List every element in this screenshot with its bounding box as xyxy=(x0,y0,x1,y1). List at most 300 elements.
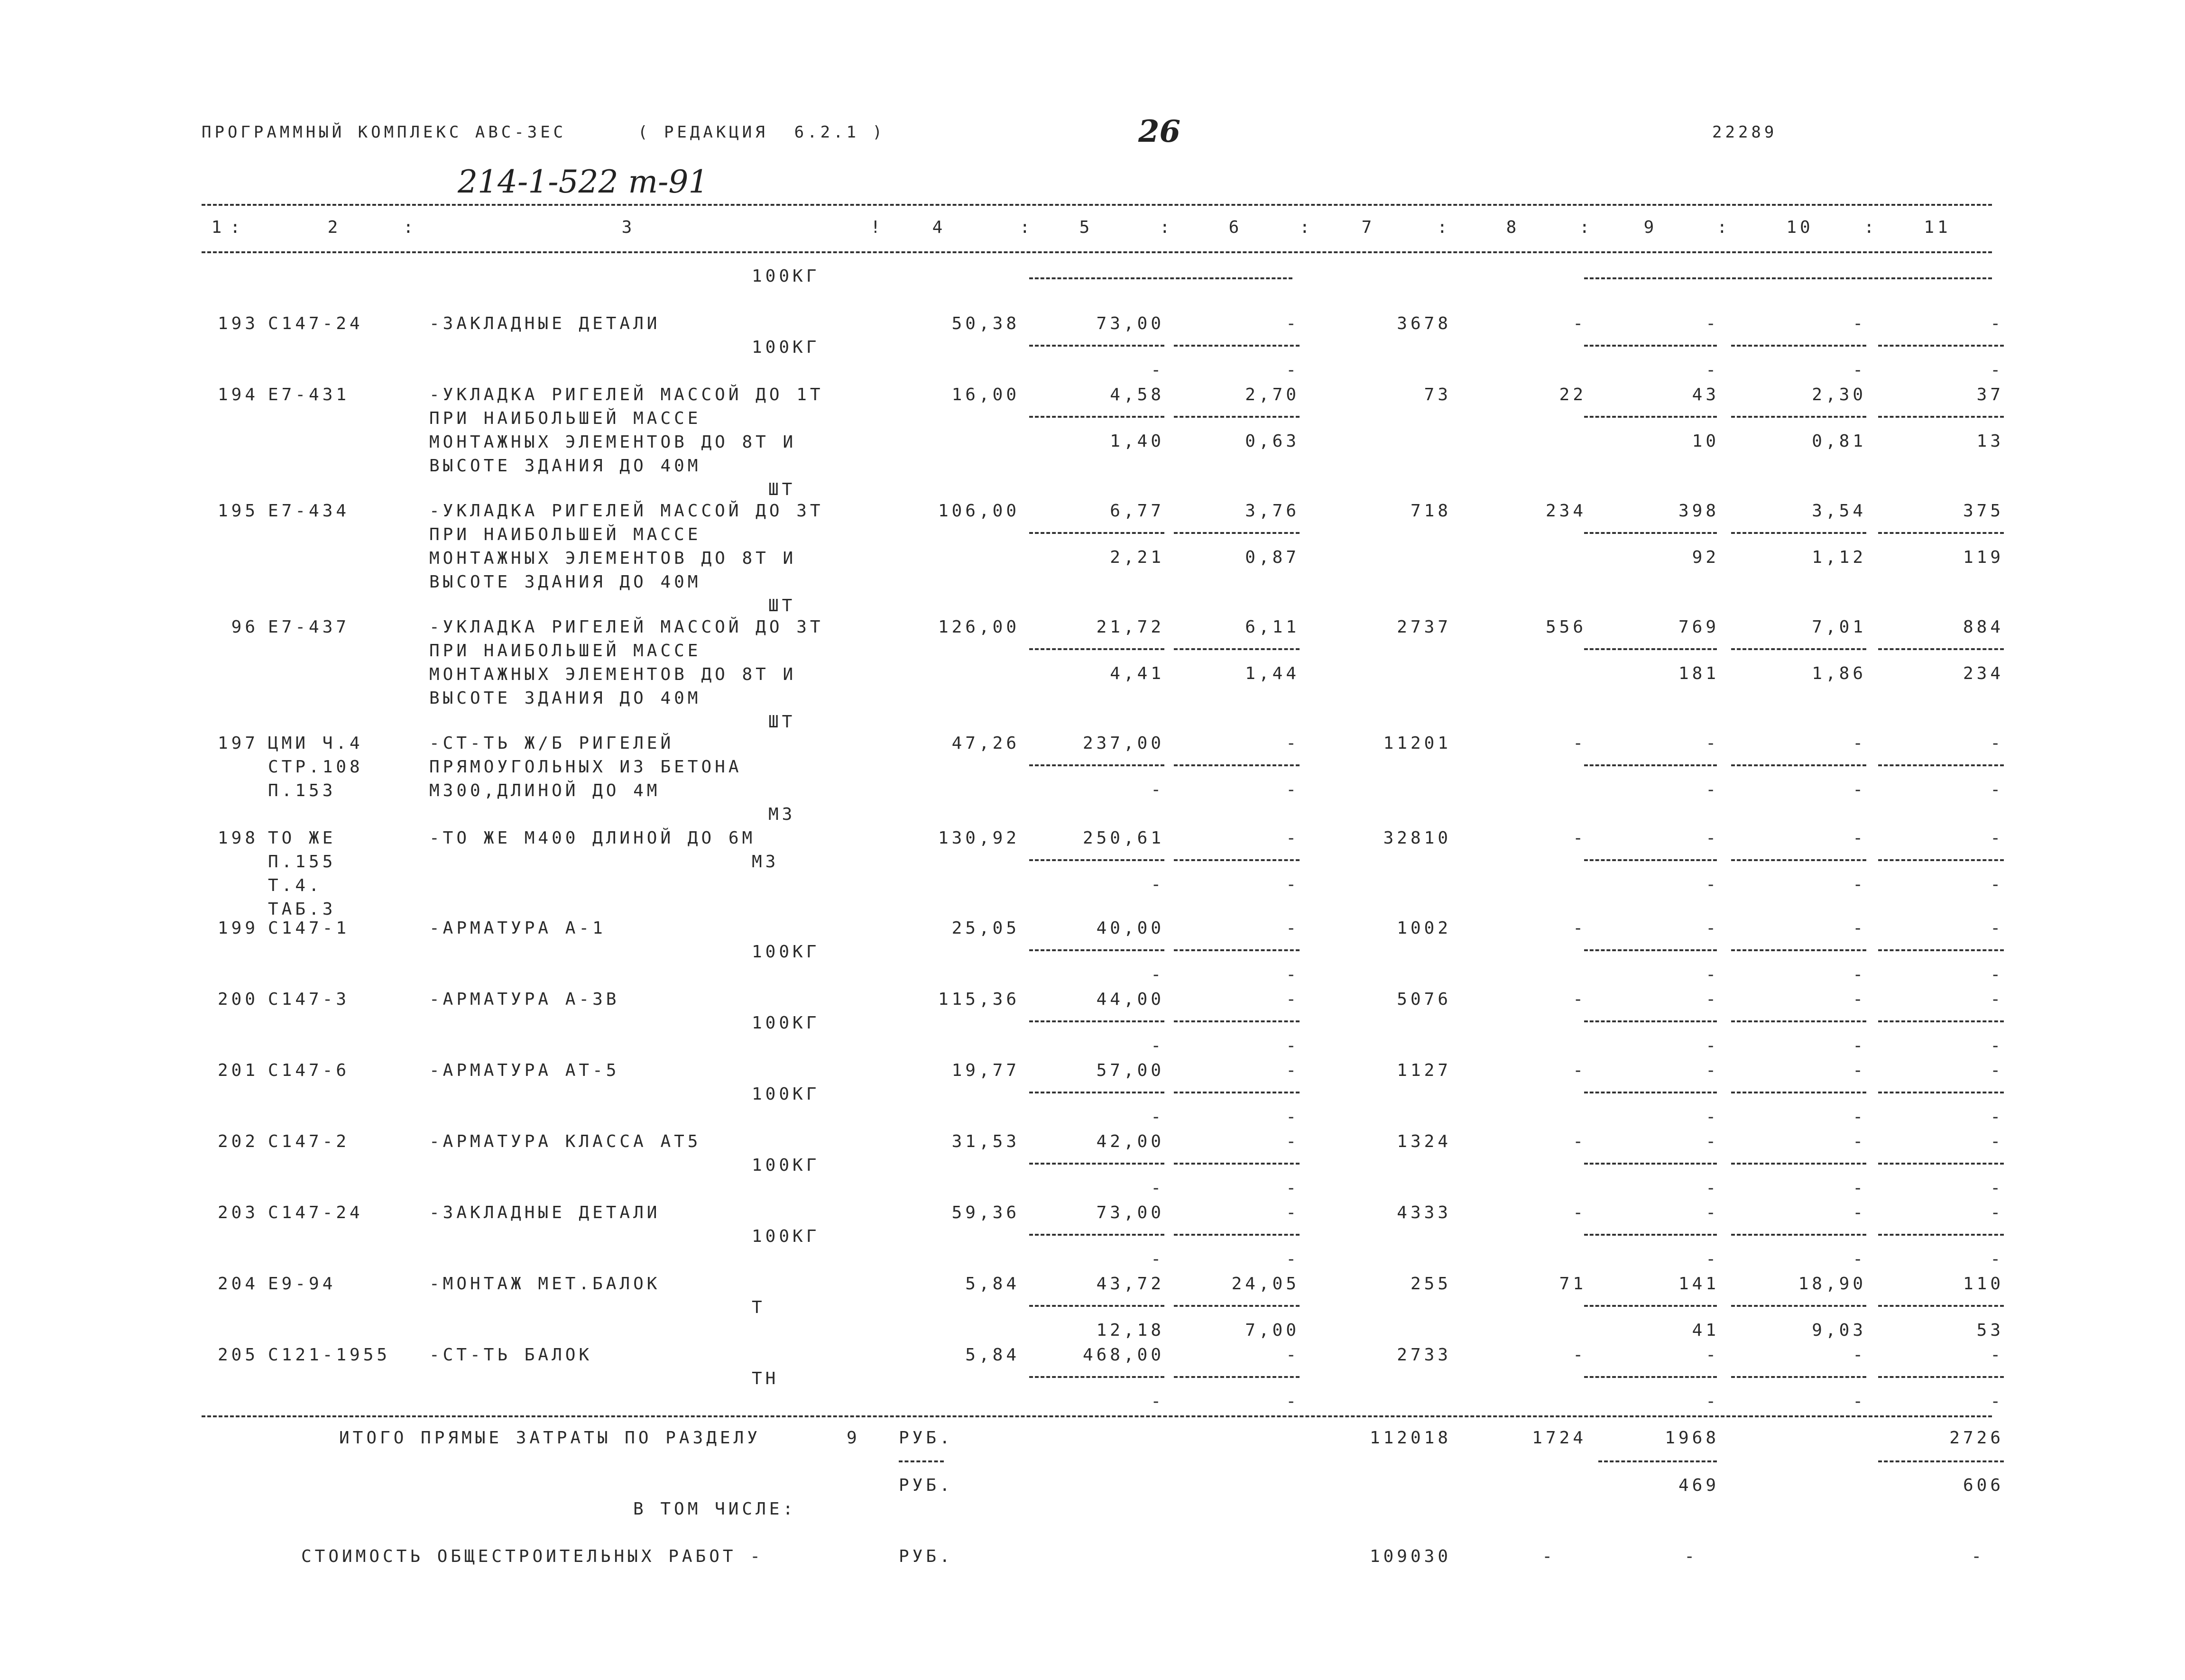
row-description: ПРИ НАИБОЛЬШЕЙ МАССЕ xyxy=(429,525,701,544)
row-c5: 4,58 xyxy=(1110,385,1164,404)
row-code: С121-1955 xyxy=(268,1345,391,1365)
row-c5: 21,72 xyxy=(1096,617,1164,637)
row-separator xyxy=(1878,345,2004,347)
row-c5: 468,00 xyxy=(1082,1345,1164,1365)
row-qty: 25,05 xyxy=(951,918,1020,938)
row-separator xyxy=(1878,532,2004,534)
row-c9: 769 xyxy=(1678,617,1719,637)
row-c11b: - xyxy=(1990,1392,2004,1411)
row-c5b: 1,40 xyxy=(1110,431,1164,451)
row-separator xyxy=(1878,1234,2004,1236)
row-description: -МОНТАЖ МЕТ.БАЛОК xyxy=(429,1274,661,1294)
doc-code: 22289 xyxy=(1712,123,1778,142)
row-separator xyxy=(1029,648,1164,650)
nonbuild-unit: РУБ. xyxy=(899,1547,953,1566)
row-separator xyxy=(1029,949,1164,951)
row-description: -ТО ЖЕ М400 ДЛИНОЙ ДО 6М xyxy=(429,828,756,848)
row-c7: 73 xyxy=(1424,385,1451,404)
row-c7: 2737 xyxy=(1397,617,1451,637)
col-header: 5 xyxy=(1079,218,1093,237)
row-c9b: 181 xyxy=(1678,664,1719,683)
nonbuild-col8: - xyxy=(1542,1547,1556,1566)
row-c5b: - xyxy=(1151,780,1164,799)
row-c10b: - xyxy=(1853,1249,1866,1269)
row-c11b: 234 xyxy=(1963,664,2004,683)
row-number: 193 xyxy=(217,314,258,333)
row-code-ref: П.155 xyxy=(268,852,336,872)
row-number: 200 xyxy=(217,990,258,1009)
row-c11: - xyxy=(1990,918,2004,938)
row-c5: 40,00 xyxy=(1096,918,1164,938)
row-c9: 398 xyxy=(1678,501,1719,521)
row-c11b: - xyxy=(1990,1107,2004,1127)
row-c9: - xyxy=(1706,734,1719,753)
row-c11: - xyxy=(1990,1132,2004,1151)
row-separator xyxy=(1731,949,1866,951)
row-separator xyxy=(1731,1163,1866,1165)
row-qty: 31,53 xyxy=(951,1132,1020,1151)
row-c10b: 9,03 xyxy=(1812,1321,1866,1340)
row-description: МОНТАЖНЫХ ЭЛЕМЕНТОВ ДО 8Т И xyxy=(429,665,797,684)
row-description: ПРИ НАИБОЛЬШЕЙ МАССЕ xyxy=(429,641,701,661)
row-c11: 37 xyxy=(1976,385,2004,404)
col-header: 9 xyxy=(1643,218,1658,237)
row-description: -УКЛАДКА РИГЕЛЕЙ МАССОЙ ДО 1Т xyxy=(429,385,824,404)
row-c6b: - xyxy=(1286,1249,1300,1269)
row-c10: 18,90 xyxy=(1798,1274,1866,1294)
col-header: 7 xyxy=(1361,218,1375,237)
row-c11: - xyxy=(1990,734,2004,753)
rule-header-bottom xyxy=(202,251,1992,253)
row-c11b: - xyxy=(1990,1036,2004,1056)
row-qty: 115,36 xyxy=(938,990,1020,1009)
row-separator xyxy=(1174,345,1300,347)
row-c9: 141 xyxy=(1678,1274,1719,1294)
row-description: ВЫСОТЕ ЗДАНИЯ ДО 40М xyxy=(429,456,701,476)
row-c11b: 53 xyxy=(1976,1321,2004,1340)
totals-unit-2: РУБ. xyxy=(899,1476,953,1495)
project-code: 214-1-522 m-91 xyxy=(458,164,709,200)
row-c5b: 4,41 xyxy=(1110,664,1164,683)
row-unit: М3 xyxy=(768,805,796,824)
row-separator xyxy=(1878,1376,2004,1378)
row-qty: 47,26 xyxy=(951,734,1020,753)
row-c11b: - xyxy=(1990,780,2004,799)
row-separator xyxy=(1584,1376,1717,1378)
row-number: 198 xyxy=(217,828,258,848)
row-c9b: - xyxy=(1706,780,1719,799)
row-c10: 7,01 xyxy=(1812,617,1866,637)
row-c9: - xyxy=(1706,314,1719,333)
row-c10b: - xyxy=(1853,875,1866,894)
row-separator xyxy=(1174,648,1300,650)
row-c11b: - xyxy=(1990,965,2004,984)
row-separator xyxy=(1584,859,1717,861)
row-c10: - xyxy=(1853,918,1866,938)
row-c10b: - xyxy=(1853,360,1866,380)
row-c10b: - xyxy=(1853,1036,1866,1056)
row-separator xyxy=(1584,532,1717,534)
row-c6b: 7,00 xyxy=(1245,1321,1300,1340)
totals-col11-labor: 606 xyxy=(1963,1476,2004,1495)
row-c5: 73,00 xyxy=(1096,314,1164,333)
row-c9b: - xyxy=(1706,875,1719,894)
row-c5b: 12,18 xyxy=(1096,1321,1164,1340)
row-separator xyxy=(1731,345,1866,347)
row-c5: 44,00 xyxy=(1096,990,1164,1009)
nonbuild-label: СТОИМОСТЬ ОБЩЕСТРОИТЕЛЬНЫХ РАБОТ - xyxy=(301,1547,764,1566)
row-c11: - xyxy=(1990,314,2004,333)
row-separator xyxy=(1029,532,1164,534)
row-separator xyxy=(1878,764,2004,766)
row-c8: 22 xyxy=(1559,385,1586,404)
row-qty: 130,92 xyxy=(938,828,1020,848)
row-unit: ШТ xyxy=(768,480,796,499)
row-unit: ТН xyxy=(752,1369,779,1388)
row-unit: ШТ xyxy=(768,712,796,732)
row-number: 203 xyxy=(217,1203,258,1222)
row-c6: - xyxy=(1286,1061,1300,1080)
col-header: 6 xyxy=(1228,218,1243,237)
row-c8: - xyxy=(1573,1132,1586,1151)
col-header: 8 xyxy=(1506,218,1520,237)
row-c8: 234 xyxy=(1545,501,1586,521)
row-c7: 5076 xyxy=(1397,990,1451,1009)
row-unit: ШТ xyxy=(768,596,796,615)
row-separator xyxy=(1878,1305,2004,1307)
row-code: Е7-431 xyxy=(268,385,350,404)
row-c8: - xyxy=(1573,314,1586,333)
row-code: С147-2 xyxy=(268,1132,350,1151)
row-description: -АРМАТУРА АТ-5 xyxy=(429,1061,620,1080)
row-c6b: - xyxy=(1286,1178,1300,1198)
row-separator xyxy=(1584,1234,1717,1236)
row-c7: 1127 xyxy=(1397,1061,1451,1080)
row-separator xyxy=(1174,1234,1300,1236)
row-c5b: - xyxy=(1151,1107,1164,1127)
row-separator xyxy=(1174,1020,1300,1022)
row-c8: 71 xyxy=(1559,1274,1586,1294)
row-c9b: - xyxy=(1706,1036,1719,1056)
col-header: 11 xyxy=(1924,218,1951,237)
row-description: -СТ-ТЬ БАЛОК xyxy=(429,1345,593,1365)
row-separator xyxy=(1878,859,2004,861)
row-separator xyxy=(1174,416,1300,418)
row-c5: 6,77 xyxy=(1110,501,1164,521)
row-separator xyxy=(1174,859,1300,861)
row-description: -ЗАКЛАДНЫЕ ДЕТАЛИ xyxy=(429,314,661,333)
row-c11b: - xyxy=(1990,875,2004,894)
row-separator xyxy=(1584,1163,1717,1165)
row-c7: 3678 xyxy=(1397,314,1451,333)
row-separator xyxy=(1878,1092,2004,1093)
row-code: Е9-94 xyxy=(268,1274,336,1294)
row-c9: - xyxy=(1706,1345,1719,1365)
row-separator xyxy=(1731,1305,1866,1307)
row-description: -УКЛАДКА РИГЕЛЕЙ МАССОЙ ДО 3Т xyxy=(429,501,824,521)
row-c10b: - xyxy=(1853,1392,1866,1411)
row-c8: - xyxy=(1573,1345,1586,1365)
row-c9b: - xyxy=(1706,1249,1719,1269)
row-c10b: - xyxy=(1853,780,1866,799)
row-c9b: - xyxy=(1706,965,1719,984)
row-c6: 6,11 xyxy=(1245,617,1300,637)
row-c8: - xyxy=(1573,918,1586,938)
row-c10: - xyxy=(1853,1061,1866,1080)
col-header: 4 xyxy=(932,218,946,237)
row-description: ПРИ НАИБОЛЬШЕЙ МАССЕ xyxy=(429,409,701,428)
totals-label: ИТОГО ПРЯМЫЕ ЗАТРАТЫ ПО РАЗДЕЛУ xyxy=(339,1428,761,1448)
row-c7: 255 xyxy=(1410,1274,1451,1294)
row-description: МОНТАЖНЫХ ЭЛЕМЕНТОВ ДО 8Т И xyxy=(429,432,797,452)
program-title: ПРОГРАММНЫЙ КОМПЛЕКС АВС-3ЕС xyxy=(202,123,567,142)
row-qty: 5,84 xyxy=(965,1345,1020,1365)
row-code-ref: Т.4. xyxy=(268,876,323,895)
row-c11b: - xyxy=(1990,360,2004,380)
row-separator xyxy=(1029,1092,1164,1093)
row-separator xyxy=(1584,1020,1717,1022)
row-c9: - xyxy=(1706,918,1719,938)
row-c11b: 13 xyxy=(1976,431,2004,451)
row-number: 202 xyxy=(217,1132,258,1151)
row-c9b: 10 xyxy=(1692,431,1719,451)
totals-col11: 2726 xyxy=(1949,1428,2004,1448)
row-c8: - xyxy=(1573,1061,1586,1080)
row-unit: Т xyxy=(752,1298,765,1317)
totals-col8: 1724 xyxy=(1532,1428,1586,1448)
row-separator xyxy=(1174,532,1300,534)
row-c11: 110 xyxy=(1963,1274,2004,1294)
row-code: ТО ЖЕ xyxy=(268,828,336,848)
row-c9: - xyxy=(1706,1132,1719,1151)
row-c5b: 2,21 xyxy=(1110,548,1164,567)
row-c6: - xyxy=(1286,1132,1300,1151)
row-c11: - xyxy=(1990,1203,2004,1222)
row-c6b: 1,44 xyxy=(1245,664,1300,683)
row-c9: - xyxy=(1706,1203,1719,1222)
row-unit: 100КГ xyxy=(752,1084,820,1104)
row-separator xyxy=(1029,859,1164,861)
row-code: С147-6 xyxy=(268,1061,350,1080)
row-separator xyxy=(1174,1305,1300,1307)
row-c6b: - xyxy=(1286,965,1300,984)
row-number: 201 xyxy=(217,1061,258,1080)
row-c10: - xyxy=(1853,1203,1866,1222)
row-c6: - xyxy=(1286,990,1300,1009)
row-separator xyxy=(1731,1376,1866,1378)
row-description: -АРМАТУРА А-1 xyxy=(429,918,606,938)
row-c9b: - xyxy=(1706,360,1719,380)
row-c10b: 0,81 xyxy=(1812,431,1866,451)
col-header: 10 xyxy=(1786,218,1814,237)
row-unit: 100КГ xyxy=(752,1013,820,1033)
row-c5b: - xyxy=(1151,1392,1164,1411)
row-c10: - xyxy=(1853,314,1866,333)
row-c8: 556 xyxy=(1545,617,1586,637)
row-c10: 2,30 xyxy=(1812,385,1866,404)
row-code: Е7-434 xyxy=(268,501,350,521)
row-c11b: - xyxy=(1990,1178,2004,1198)
row-c5: 250,61 xyxy=(1082,828,1164,848)
row-c10: - xyxy=(1853,990,1866,1009)
row-c5b: - xyxy=(1151,360,1164,380)
row-c5b: - xyxy=(1151,875,1164,894)
row-qty: 126,00 xyxy=(938,617,1020,637)
row-separator xyxy=(1584,416,1717,418)
row-qty: 50,38 xyxy=(951,314,1020,333)
row-c10: - xyxy=(1853,828,1866,848)
row-description: -ЗАКЛАДНЫЕ ДЕТАЛИ xyxy=(429,1203,661,1222)
row-code: Е7-437 xyxy=(268,617,350,637)
row-c6: - xyxy=(1286,734,1300,753)
row-unit: М3 xyxy=(752,852,779,872)
nonbuild-col7: 109030 xyxy=(1369,1547,1451,1566)
row-c10b: 1,86 xyxy=(1812,664,1866,683)
row-separator xyxy=(1731,764,1866,766)
row-separator xyxy=(1731,1020,1866,1022)
row-c11: - xyxy=(1990,1061,2004,1080)
row-separator xyxy=(1174,764,1300,766)
row-c5b: - xyxy=(1151,965,1164,984)
row-c5b: - xyxy=(1151,1036,1164,1056)
row-separator xyxy=(1731,648,1866,650)
col-header: 3 xyxy=(621,218,636,237)
row-c7: 1324 xyxy=(1397,1132,1451,1151)
row-description: -УКЛАДКА РИГЕЛЕЙ МАССОЙ ДО 3Т xyxy=(429,617,824,637)
row-c6: - xyxy=(1286,314,1300,333)
row-number: 194 xyxy=(217,385,258,404)
row-separator xyxy=(1029,1234,1164,1236)
page-number: 26 xyxy=(1138,114,1181,149)
row-c10b: - xyxy=(1853,965,1866,984)
including-label: В ТОМ ЧИСЛЕ: xyxy=(633,1499,797,1519)
row-c10: - xyxy=(1853,734,1866,753)
row-c5: 43,72 xyxy=(1096,1274,1164,1294)
row-c8: - xyxy=(1573,1203,1586,1222)
row-separator xyxy=(1878,949,2004,951)
row-c8: - xyxy=(1573,734,1586,753)
row-c6: - xyxy=(1286,1345,1300,1365)
row-separator xyxy=(1878,1163,2004,1165)
row-c11: - xyxy=(1990,1345,2004,1365)
row-c6: 3,76 xyxy=(1245,501,1300,521)
row-unit: 100КГ xyxy=(752,338,820,357)
row-c9b: 41 xyxy=(1692,1321,1719,1340)
row-number: 204 xyxy=(217,1274,258,1294)
row-number: 96 xyxy=(231,617,258,637)
row-code: С147-1 xyxy=(268,918,350,938)
row-c9b: 92 xyxy=(1692,548,1719,567)
row-separator xyxy=(1584,648,1717,650)
row-separator xyxy=(1731,859,1866,861)
row-c6: - xyxy=(1286,918,1300,938)
row-code: С147-24 xyxy=(268,1203,363,1222)
row-c10: - xyxy=(1853,1132,1866,1151)
row-description: ВЫСОТЕ ЗДАНИЯ ДО 40М xyxy=(429,572,701,592)
row-c8: - xyxy=(1573,828,1586,848)
totals-col9: 1968 xyxy=(1665,1428,1719,1448)
row-separator xyxy=(1731,532,1866,534)
row-number: 195 xyxy=(217,501,258,521)
row-code-ref: ТАБ.3 xyxy=(268,900,336,919)
row-c6b: - xyxy=(1286,1107,1300,1127)
row-separator xyxy=(1029,1376,1164,1378)
row-c6b: - xyxy=(1286,1392,1300,1411)
row-separator xyxy=(1174,949,1300,951)
row-c5: 57,00 xyxy=(1096,1061,1164,1080)
row-separator xyxy=(1731,1092,1866,1093)
row-c9: - xyxy=(1706,1061,1719,1080)
totals-unit: РУБ. xyxy=(899,1428,953,1448)
row-c7: 32810 xyxy=(1383,828,1451,848)
row-code: С147-3 xyxy=(268,990,350,1009)
row-qty: 5,84 xyxy=(965,1274,1020,1294)
row-c11b: 119 xyxy=(1963,548,2004,567)
row-separator xyxy=(1731,1234,1866,1236)
row-code-ref: П.153 xyxy=(268,781,336,800)
row-description: -АРМАТУРА КЛАССА АТ5 xyxy=(429,1132,701,1151)
row-separator xyxy=(1174,1163,1300,1165)
row-separator xyxy=(1584,949,1717,951)
row-c9: - xyxy=(1706,828,1719,848)
row-separator xyxy=(1584,1305,1717,1307)
row-c6: 2,70 xyxy=(1245,385,1300,404)
row-separator xyxy=(1029,1305,1164,1307)
top-unit: 100КГ xyxy=(752,266,820,286)
col-header: 2 xyxy=(327,218,341,237)
rule-totals xyxy=(202,1415,1992,1417)
row-number: 197 xyxy=(217,734,258,753)
row-c6b: - xyxy=(1286,1036,1300,1056)
row-c6b: - xyxy=(1286,875,1300,894)
row-number: 205 xyxy=(217,1345,258,1365)
row-separator xyxy=(1878,1020,2004,1022)
rule-top xyxy=(202,204,1992,206)
col-header: 1 xyxy=(211,218,225,237)
row-separator xyxy=(1029,764,1164,766)
totals-col9-labor: 469 xyxy=(1678,1476,1719,1495)
row-c5: 42,00 xyxy=(1096,1132,1164,1151)
row-c5b: - xyxy=(1151,1249,1164,1269)
row-c10b: 1,12 xyxy=(1812,548,1866,567)
row-qty: 16,00 xyxy=(951,385,1020,404)
row-separator xyxy=(1584,1092,1717,1093)
row-code-ref: СТР.108 xyxy=(268,757,363,777)
row-separator xyxy=(1731,416,1866,418)
row-c9b: - xyxy=(1706,1392,1719,1411)
row-c5b: - xyxy=(1151,1178,1164,1198)
row-c11: - xyxy=(1990,990,2004,1009)
row-c7: 11201 xyxy=(1383,734,1451,753)
row-c6b: 0,63 xyxy=(1245,431,1300,451)
row-c10b: - xyxy=(1853,1107,1866,1127)
row-c10: - xyxy=(1853,1345,1866,1365)
row-c6b: - xyxy=(1286,360,1300,380)
nonbuild-col9: - xyxy=(1684,1547,1698,1566)
row-separator xyxy=(1029,416,1164,418)
row-c7: 4333 xyxy=(1397,1203,1451,1222)
row-c6b: - xyxy=(1286,780,1300,799)
row-c6: - xyxy=(1286,828,1300,848)
totals-col7: 112018 xyxy=(1369,1428,1451,1448)
row-c5: 237,00 xyxy=(1082,734,1164,753)
row-separator xyxy=(1174,1376,1300,1378)
row-unit: 100КГ xyxy=(752,1227,820,1246)
row-c7: 2733 xyxy=(1397,1345,1451,1365)
row-description: МОНТАЖНЫХ ЭЛЕМЕНТОВ ДО 8Т И xyxy=(429,549,797,568)
row-c11b: - xyxy=(1990,1249,2004,1269)
row-separator xyxy=(1029,345,1164,347)
